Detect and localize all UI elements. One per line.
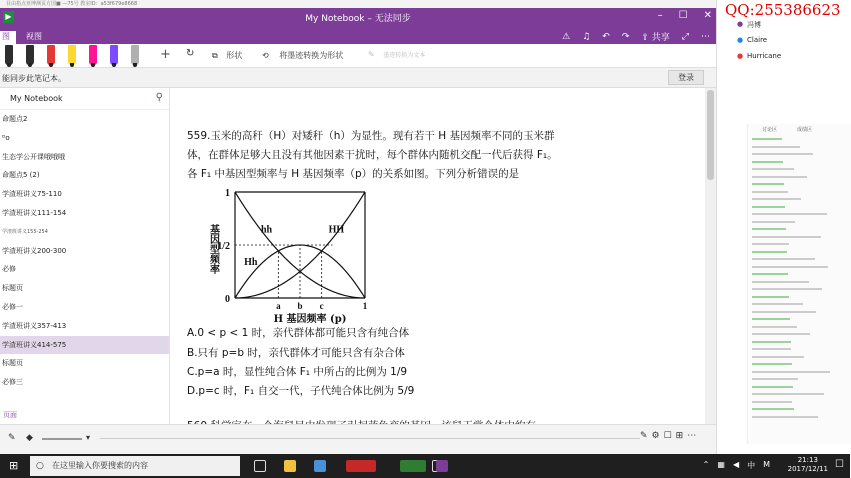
title-bar <box>0 8 716 28</box>
chat-message-line <box>752 279 809 287</box>
user-name[interactable]: Claire <box>747 36 768 44</box>
chat-message-line <box>752 316 790 324</box>
shapes-button[interactable] <box>212 50 242 61</box>
chat-message-line <box>752 324 797 332</box>
page-scrollbar[interactable] <box>705 88 716 424</box>
toolbar-icons[interactable]: ✎⚙☐⊞⋯ <box>640 431 701 441</box>
chat-message-line <box>752 384 793 392</box>
tab-scores[interactable]: 成绩区 <box>797 127 813 133</box>
chat-message-line <box>752 331 810 339</box>
option-c: C.p=a 时，显性纯合体 F₁ 中所占的比例为 1/9 <box>187 366 408 378</box>
pen-tool[interactable] <box>47 45 55 65</box>
clock-date: 2017/12/11 <box>787 465 828 473</box>
chat-message-line <box>752 346 791 354</box>
pen-tool[interactable] <box>26 45 34 65</box>
ribbon-actions <box>562 30 710 43</box>
cortana-icon: ○ <box>36 461 44 471</box>
section-item[interactable]: 学渣班讲义75-110 <box>2 190 62 199</box>
user-icon: ● <box>737 36 744 44</box>
tab-discussion[interactable]: 讨论区 <box>762 127 778 133</box>
x-axis-title: H 基因频率 (p) <box>273 314 347 325</box>
window-controls <box>658 10 712 21</box>
section-item[interactable]: 必修三 <box>2 378 23 387</box>
file-explorer-icon[interactable] <box>284 460 296 472</box>
pen-tool[interactable] <box>5 45 13 65</box>
drawing-toolbar <box>0 44 716 68</box>
close-button[interactable]: ✕ <box>703 10 712 21</box>
y-tick-label: 0 <box>225 294 230 305</box>
bottom-toolbar <box>0 424 716 454</box>
y-tick-label: 1/2 <box>217 241 230 252</box>
notebook-header[interactable] <box>0 88 169 110</box>
y-axis-title: 基因型频率 <box>207 224 219 274</box>
volume-tray-icon[interactable]: ◀ <box>732 460 740 469</box>
chat-message-line <box>752 144 800 152</box>
ink-text-icon: ✎ <box>368 50 375 59</box>
user-icon: ● <box>737 52 744 60</box>
minimize-button[interactable]: – <box>657 10 663 21</box>
chat-message-line <box>752 309 816 317</box>
chat-message-line <box>752 151 813 159</box>
chat-message-line <box>752 196 801 204</box>
search-icon[interactable]: ⚲ <box>155 92 163 103</box>
chevron-up-icon[interactable]: ⌃ <box>702 460 710 469</box>
option-d: D.p=c 时，F₁ 自交一代，子代纯合体比例为 5/9 <box>187 385 415 397</box>
add-pen-icon[interactable]: + <box>160 47 171 62</box>
task-view-icon[interactable] <box>254 460 266 472</box>
bell-icon[interactable]: ♫ <box>582 31 591 42</box>
timeline-track <box>100 438 640 439</box>
chat-message-line <box>752 136 782 144</box>
chat-message-line <box>752 271 788 279</box>
chat-message-line <box>752 189 788 197</box>
chat-message-line <box>752 264 828 272</box>
chat-message-line <box>752 181 784 189</box>
chat-tabs <box>748 124 851 136</box>
share-button[interactable]: ⇪ 共享 <box>641 33 670 43</box>
section-item[interactable]: 生态学公开课哦哦哦 <box>2 152 65 161</box>
section-item[interactable]: 标题页 <box>2 359 23 368</box>
taskbar <box>0 454 850 478</box>
ink-to-shape-label: 将墨迹转换为形状 <box>279 51 344 60</box>
window-title: My Notebook – 无法同步 <box>305 14 411 24</box>
ink-to-shape-button[interactable] <box>262 50 343 61</box>
chat-message-line <box>752 211 827 219</box>
chat-message-line <box>752 294 789 302</box>
page-canvas[interactable] <box>171 88 705 424</box>
question-line: 559.玉米的高秆（H）对矮秆（h）为显性。现有若干 H 基因频率不同的玉米群 <box>187 130 555 142</box>
option-a: A.0 < p < 1 时，亲代群体都可能只含有纯合体 <box>187 327 410 339</box>
section-item[interactable]: 命题点2 <box>2 115 28 123</box>
series-label: hh <box>261 224 273 236</box>
sync-message: 能同步此笔记本。 <box>2 74 66 83</box>
highlighter-tool[interactable] <box>68 45 76 65</box>
more-icon[interactable]: ⋯ <box>701 31 710 42</box>
section-item[interactable]: ᴰo <box>2 133 10 142</box>
chat-messages <box>748 136 851 421</box>
pen-tool[interactable] <box>110 45 118 65</box>
dropdown-icon[interactable]: ▾ <box>86 433 91 442</box>
tab-draw[interactable]: 图 <box>0 31 16 44</box>
ribbon <box>0 28 716 44</box>
chat-panel <box>716 0 850 454</box>
chat-message-line <box>752 159 783 167</box>
system-tray <box>703 460 770 471</box>
user-name[interactable]: 冯博 <box>747 21 761 29</box>
ink-to-text-label: 墨迹转换为文本 <box>383 52 426 59</box>
ink-shape-icon: ⟲ <box>262 51 269 60</box>
login-button[interactable]: 登录 <box>668 70 704 85</box>
app-green-icon[interactable] <box>400 460 426 472</box>
expand-icon[interactable]: ⤢ <box>681 31 689 42</box>
chat-message-line <box>752 234 821 242</box>
question-line: 各 F₁ 中基因型频率与 H 基因频率（p）的关系如图。下列分析错误的是 <box>187 168 520 180</box>
series-label: Hh <box>244 257 258 269</box>
x-tick-label: b <box>297 301 303 311</box>
question-line: 体，在群体足够大且没有其他因素干扰时，每个群体内随机交配一代后获得 F₁。 <box>187 149 558 161</box>
section-item[interactable]: 必修 <box>2 265 16 274</box>
chat-message-line <box>752 376 798 384</box>
chat-message-line <box>752 354 804 362</box>
chat-message-line <box>752 406 794 414</box>
notification-icon[interactable]: ☐ <box>835 459 844 470</box>
volume-slider[interactable] <box>42 438 82 440</box>
clock-time: 21:13 <box>797 456 818 464</box>
option-b: B.只有 p=b 时，亲代群体才可能只含有杂合体 <box>187 347 405 359</box>
notebook-name: My Notebook <box>10 94 63 103</box>
section-item[interactable]: 命题点5 (2) <box>2 171 40 180</box>
ink-to-text-button[interactable] <box>368 50 425 59</box>
volume-icon[interactable]: ◆ <box>26 433 33 443</box>
section-item[interactable]: 学渣班讲义357-413 <box>2 321 67 330</box>
y-tick-label: 1 <box>225 188 230 199</box>
top-strip: 目由指点亚博测页方国■ —75号 教室ID：a53f679e8668 <box>0 0 716 8</box>
redo-icon[interactable]: ↷ <box>621 31 630 42</box>
chat-message-line <box>752 219 795 227</box>
onenote-icon[interactable] <box>436 460 448 472</box>
chat-message-line <box>752 414 818 422</box>
undo-icon[interactable]: ↶ <box>602 31 610 42</box>
series-label: HH <box>328 224 345 236</box>
user-name[interactable]: Hurricane <box>747 52 782 60</box>
chat-message-line <box>752 174 807 182</box>
windows-start-icon[interactable]: ⊞ <box>9 459 19 472</box>
app-icon: ▶ <box>3 11 14 23</box>
app-red-icon[interactable] <box>346 460 376 472</box>
store-icon[interactable] <box>314 460 326 472</box>
chat-message-line <box>752 256 815 264</box>
pen-tool[interactable] <box>131 45 139 65</box>
chat-message-line <box>752 399 792 407</box>
tab-view[interactable]: 视图 <box>26 32 42 41</box>
maximize-button[interactable]: ☐ <box>678 10 688 21</box>
chat-message-line <box>752 361 792 369</box>
sidebar <box>0 88 170 424</box>
taskbar-search[interactable] <box>30 456 240 476</box>
chat-message-line <box>752 339 791 347</box>
section-item[interactable]: 学渣班讲义155-254 <box>2 228 48 235</box>
lasso-icon[interactable]: ↻ <box>186 48 195 59</box>
x-tick-label: c <box>319 301 324 311</box>
section-item[interactable]: 学渣班讲义111-154 <box>2 208 67 217</box>
ime-mode[interactable]: M <box>763 460 770 469</box>
chat-message-line <box>752 166 794 174</box>
sync-bar <box>0 68 716 88</box>
section-item[interactable]: 标题页 <box>2 284 23 293</box>
shapes-label: 形状 <box>226 51 243 60</box>
chat-box <box>747 124 851 444</box>
search-placeholder: 在这里输入你要搜索的内容 <box>52 461 148 470</box>
section-item[interactable]: 必修一 <box>2 302 23 311</box>
chat-message-line <box>752 249 787 257</box>
chat-message-line <box>752 286 822 294</box>
clock[interactable] <box>788 456 828 474</box>
chat-message-line <box>752 226 786 234</box>
section-item[interactable]: 学渣班讲义200-300 <box>2 246 67 255</box>
ime-label[interactable]: 中 <box>747 461 756 470</box>
user-icon: ● <box>737 20 744 28</box>
scroll-thumb[interactable] <box>707 90 714 180</box>
network-icon[interactable]: ▦ <box>717 460 725 469</box>
chat-message-line <box>752 241 789 249</box>
shapes-icon: ⧉ <box>212 51 218 60</box>
chat-message-line <box>752 204 785 212</box>
chat-message-line <box>752 369 830 377</box>
highlighter-tool[interactable] <box>89 45 97 65</box>
chat-message-line <box>752 391 824 399</box>
pen-icon[interactable]: ✎ <box>8 433 16 443</box>
x-tick-label: a <box>276 301 281 311</box>
x-tick-label: 1 <box>362 301 368 311</box>
genotype-frequency-chart <box>195 184 395 324</box>
qq-watermark: QQ:255386623 <box>725 1 841 19</box>
pages-link[interactable]: 页面 <box>3 411 17 419</box>
chat-message-line <box>752 301 803 309</box>
share-label: 共享 <box>651 33 670 43</box>
section-item-active[interactable]: 学渣班讲义414-575 <box>0 336 169 355</box>
warning-icon[interactable]: ⚠ <box>562 31 571 42</box>
